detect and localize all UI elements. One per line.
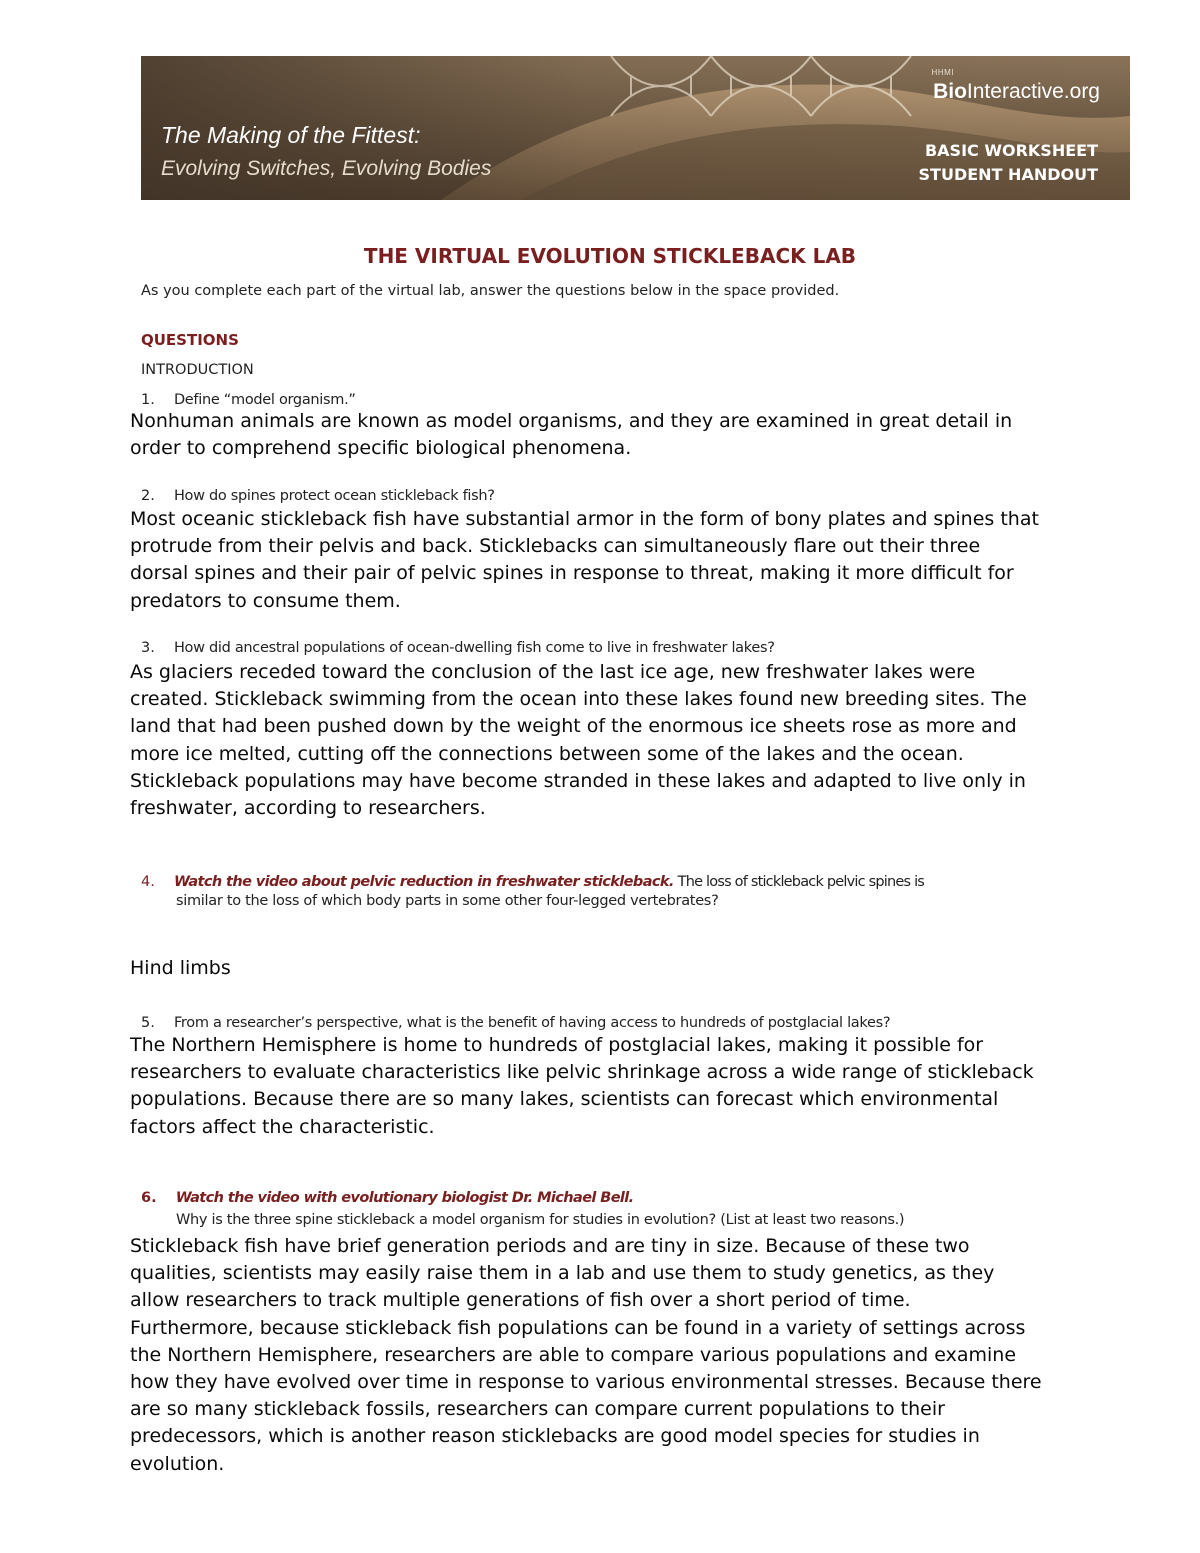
banner-title: The Making of the Fittest:: [161, 122, 421, 148]
answer-line: more ice melted, cutting off the connections between some of the lakes and the ocean.: [130, 742, 964, 765]
answer-line: protrude from their pelvis and back. Sticklebacks can simultaneously flare out their three: [130, 535, 981, 558]
instructions-text: As you complete each part of the virtual lab, answer the questions below in the space provided.: [141, 283, 840, 299]
answer-line: allow researchers to track multiple generations of fish over a short period of time.: [130, 1289, 911, 1312]
answer-line: Nonhuman animals are known as model organisms, and they are examined in great detail in: [130, 410, 1013, 432]
answer-line: researchers to evaluate characteristics like pelvic shrinkage across a wide range of stickleback: [130, 1061, 1034, 1084]
answer-line: how they have evolved over time in response to various environmental stresses. Because there: [130, 1371, 1042, 1394]
question-number: 4.: [141, 874, 155, 890]
question-text: The loss of stickleback pelvic spines is: [673, 874, 925, 890]
question-number: 5.: [141, 1015, 155, 1031]
answer-line: Most oceanic stickleback fish have substantial armor in the form of bony plates and spines that: [130, 508, 1039, 530]
biointeractive-logo: [933, 74, 1100, 104]
question-number: 2.: [141, 488, 155, 504]
hhmi-label: HHMI: [931, 68, 954, 77]
header-banner: [141, 56, 1130, 200]
answer-line: evolution.: [130, 1452, 225, 1475]
worksheet-label: BASIC WORKSHEET: [924, 141, 1098, 160]
question-4: [141, 871, 924, 890]
answer-line: predators to consume them.: [130, 589, 401, 612]
banner-subtitle: Evolving Switches, Evolving Bodies: [161, 157, 492, 180]
answer-line: factors affect the characteristic.: [130, 1115, 435, 1138]
handout-label: STUDENT HANDOUT: [918, 165, 1098, 184]
question-3: [141, 637, 775, 656]
question-text-continued: similar to the loss of which body parts in some other four-legged vertebrates?: [176, 893, 719, 909]
question-6: [141, 1187, 634, 1206]
question-number: 1.: [141, 392, 155, 408]
question-text: Define “model organism.”: [173, 392, 356, 408]
answer-line: created. Stickleback swimming from the ocean into these lakes found new breeding sites. The: [130, 688, 1027, 711]
question-text: How do spines protect ocean stickleback fish?: [173, 488, 495, 504]
answer-line: Hind limbs: [130, 957, 231, 979]
answer-4: [130, 955, 1150, 982]
answer-line: freshwater, according to researchers.: [130, 797, 486, 820]
answer-line: land that had been pushed down by the weight of the enormous ice sheets rose as more and: [130, 715, 1017, 738]
answer-6: [130, 1233, 1150, 1478]
answer-line: As glaciers receded toward the conclusion of the last ice age, new freshwater lakes were: [130, 661, 976, 683]
logo-bold-text: Bio: [933, 80, 967, 103]
question-1: [141, 389, 356, 408]
video-prompt-link: Watch the video with evolutionary biologist Dr. Michael Bell.: [175, 1190, 634, 1206]
video-prompt-link: Watch the video about pelvic reduction in freshwater stickleback.: [173, 874, 674, 890]
answer-line: The Northern Hemisphere is home to hundreds of postglacial lakes, making it possible for: [130, 1034, 984, 1056]
answer-line: qualities, scientists may easily raise them in a lab and use them to study genetics, as they: [130, 1262, 995, 1285]
answer-2: [130, 506, 1150, 615]
answer-5: [130, 1032, 1150, 1141]
answer-line: Stickleback populations may have become stranded in these lakes and adapted to live only in: [130, 769, 1026, 792]
question-number: 3.: [141, 640, 155, 656]
question-number: 6.: [141, 1190, 157, 1206]
question-5: [141, 1012, 890, 1031]
logo-rest-text: Interactive.org: [966, 80, 1100, 103]
answer-line: dorsal spines and their pair of pelvic spines in response to threat, making it more difficult for: [130, 562, 1014, 585]
section-heading-introduction: INTRODUCTION: [141, 362, 254, 378]
questions-heading: QUESTIONS: [141, 331, 239, 349]
answer-line: order to comprehend specific biological phenomena.: [130, 437, 632, 460]
answer-line: Furthermore, because stickleback fish populations can be found in a variety of settings across: [130, 1316, 1026, 1339]
answer-line: the Northern Hemisphere, researchers are able to compare various populations and examine: [130, 1343, 1017, 1366]
answer-line: are so many stickleback fossils, researchers can compare current populations to their: [130, 1398, 945, 1421]
question-text: How did ancestral populations of ocean-dwelling fish come to live in freshwater lakes?: [173, 640, 775, 656]
document-title: THE VIRTUAL EVOLUTION STICKLEBACK LAB: [363, 244, 857, 268]
answer-line: populations. Because there are so many lakes, scientists can forecast which environmental: [130, 1088, 999, 1111]
answer-1: [130, 408, 1150, 462]
question-text: From a researcher’s perspective, what is the benefit of having access to hundreds of postglacial lakes?: [173, 1015, 891, 1031]
answer-3: [130, 659, 1150, 822]
question-text: Why is the three spine stickleback a model organism for studies in evolution? (List at least two reasons.): [176, 1212, 905, 1228]
answer-line: predecessors, which is another reason sticklebacks are good model species for studies in: [130, 1425, 980, 1448]
answer-line: Stickleback fish have brief generation periods and are tiny in size. Because of these two: [130, 1235, 970, 1257]
question-2: [141, 485, 495, 504]
